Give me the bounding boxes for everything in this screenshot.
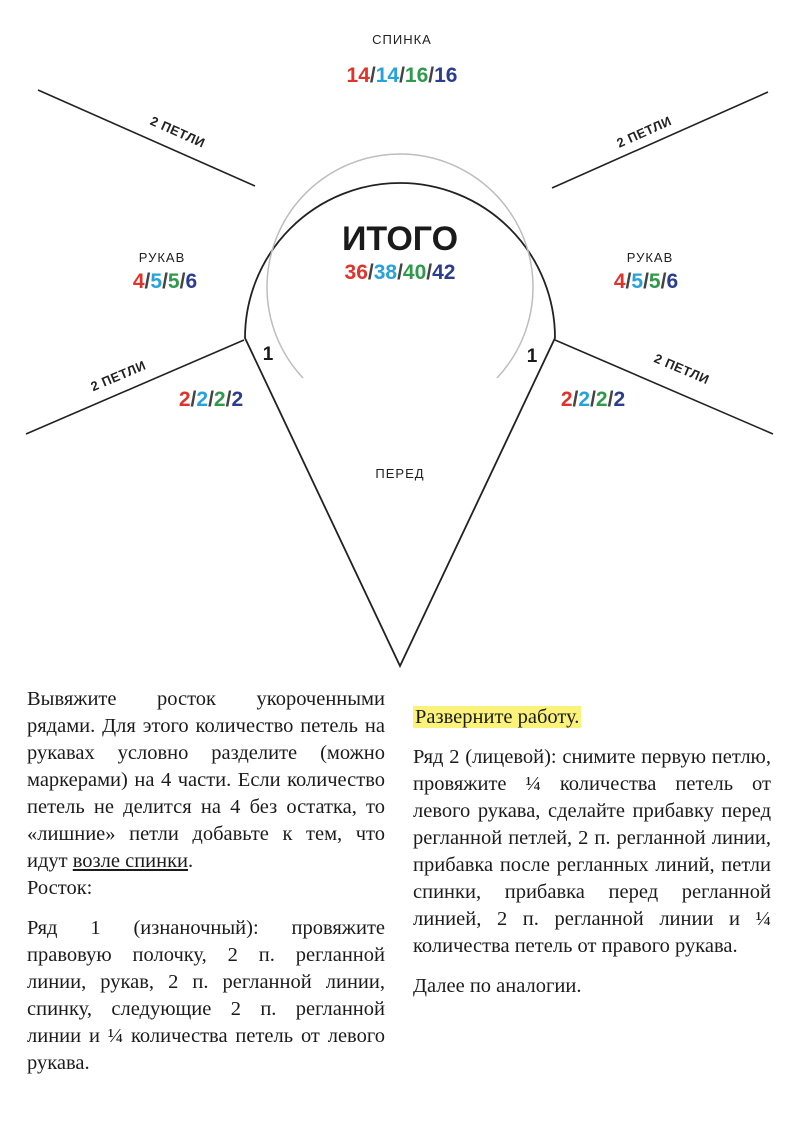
front-right-value-1: 2 xyxy=(560,388,573,411)
back-value-1: 14 xyxy=(346,64,370,87)
front-right-value-4: 2 xyxy=(613,388,626,411)
sleeve-left-value-2: 5 xyxy=(150,270,163,293)
sleeve-left-label: РУКАВ xyxy=(138,250,186,265)
instructions-left-column xyxy=(27,686,385,1077)
front-right-value-3: 2 xyxy=(595,388,608,411)
front-right-values xyxy=(561,388,625,411)
slash: / xyxy=(643,270,649,293)
slash: / xyxy=(428,64,435,87)
row-1-paragraph: Ряд 1 (изнаночный): провяжите правовую полочку, 2 п. регланной линии, рукав, 2 п. регланной линии, спинку, следующие 2 п. регланной линии и ¼ количества петель от левого рукава. xyxy=(27,917,385,1074)
slash: / xyxy=(367,261,374,284)
slash: / xyxy=(190,388,197,411)
total-values xyxy=(345,261,456,284)
sprout-heading: Росток: xyxy=(27,877,93,899)
front-left-values xyxy=(179,388,243,411)
slash: / xyxy=(179,270,186,293)
near-back-underlined: возле спинки xyxy=(72,850,189,872)
slash: / xyxy=(625,270,632,293)
raglan-label-lower-left: 2 ПЕТЛИ xyxy=(88,357,149,395)
back-value-2: 14 xyxy=(375,64,400,87)
raglan-line-upper-left xyxy=(38,90,255,186)
sleeve-right-value-1: 4 xyxy=(613,270,626,293)
sleeve-left-value-3: 5 xyxy=(167,270,180,293)
front-right-value-2: 2 xyxy=(578,388,591,411)
slash: / xyxy=(225,388,232,411)
instructions-right-column xyxy=(413,659,771,1013)
front-left-value-4: 2 xyxy=(231,388,244,411)
front-left-value-3: 2 xyxy=(213,388,226,411)
raglan-line-upper-right xyxy=(552,92,768,188)
back-values xyxy=(347,64,458,87)
back-value-3: 16 xyxy=(404,64,429,87)
total-value-2: 38 xyxy=(373,261,398,284)
slash: / xyxy=(369,64,376,87)
raglan-label-lower-right: 2 ПЕТЛИ xyxy=(651,350,712,388)
total-label: ИТОГО xyxy=(341,220,459,258)
raglan-label-upper-left: 2 ПЕТЛИ xyxy=(148,113,208,151)
sleeve-right-value-2: 5 xyxy=(631,270,644,293)
slash: / xyxy=(397,261,403,284)
front-label: ПЕРЕД xyxy=(375,466,425,481)
slash: / xyxy=(144,270,151,293)
sleeve-left-value-4: 6 xyxy=(185,270,198,293)
front-left-value-2: 2 xyxy=(196,388,209,411)
slash: / xyxy=(607,388,614,411)
sleeve-right-label: РУКАВ xyxy=(626,250,674,265)
continue-paragraph: Далее по аналогии. xyxy=(413,975,582,997)
slash: / xyxy=(660,270,667,293)
sleeve-right-values xyxy=(614,270,678,293)
slash: / xyxy=(399,64,405,87)
intro-paragraph xyxy=(27,686,385,902)
sleeve-right-value-4: 6 xyxy=(666,270,679,293)
total-value-4: 42 xyxy=(432,261,456,284)
back-value-4: 16 xyxy=(434,64,458,87)
intro-period: . xyxy=(188,850,194,872)
slash: / xyxy=(590,388,596,411)
sleeve-left-values xyxy=(133,270,197,293)
intro-text: Вывяжите росток укороченными рядами. Для этого количество петель на рукавах условно разделите (можно маркерами) на 4 части. Если количество петель не делится на 4 без остатка, то «лишние» петли добавьте к тем, что идут xyxy=(27,688,385,872)
total-value-1: 36 xyxy=(344,261,368,284)
marker-right: 1 xyxy=(526,346,538,367)
raglan-line-lower-left xyxy=(26,340,244,434)
slash: / xyxy=(572,388,579,411)
slash: / xyxy=(426,261,433,284)
marker-left: 1 xyxy=(262,344,274,365)
slash: / xyxy=(162,270,168,293)
sleeve-left-value-1: 4 xyxy=(132,270,145,293)
turn-work-highlight: Разверните работу. xyxy=(415,706,580,728)
row-2-paragraph: Ряд 2 (лицевой): снимите первую петлю, провяжите ¼ количества петель от левого рукава, сделайте прибавку перед регланной петлей, 2 п. регланной линии, прибавка после регланных линий, петли спинки, прибавка перед регланной линией, 2 п. регланной линии и ¼ количества петель от правого рукава. xyxy=(413,746,771,957)
turn-work-paragraph xyxy=(413,704,771,731)
raglan-label-upper-right: 2 ПЕТЛИ xyxy=(614,113,674,151)
sleeve-right-value-3: 5 xyxy=(648,270,661,293)
front-left-value-1: 2 xyxy=(178,388,191,411)
slash: / xyxy=(208,388,214,411)
total-value-3: 40 xyxy=(402,261,427,284)
back-label: СПИНКА xyxy=(372,32,432,47)
